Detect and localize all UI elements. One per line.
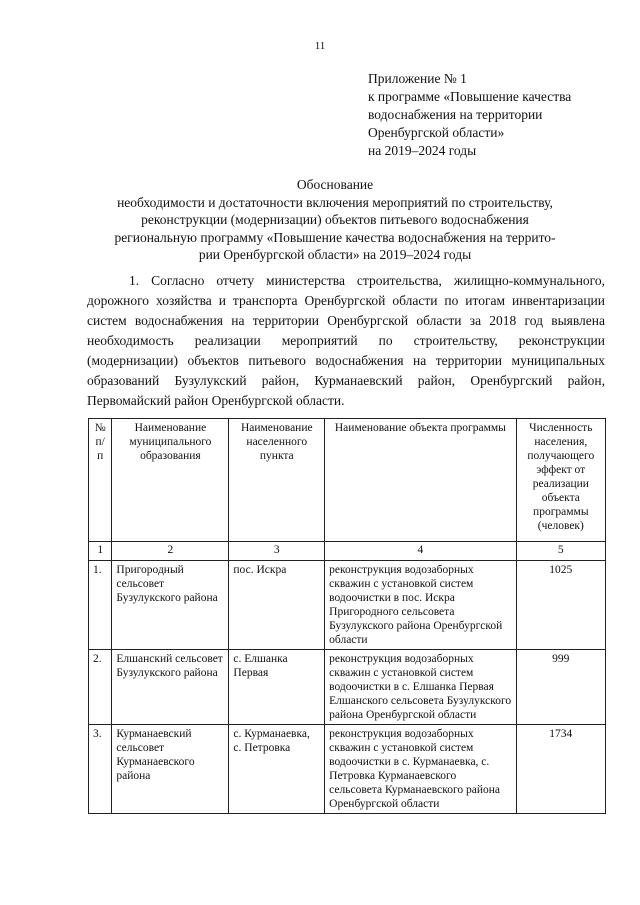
heading-line: региональную программу «Повышение качества водоснабжения на террито-: [114, 229, 556, 245]
row-object: реконструкция водозаборных скважин с установкой систем водоочистки в пос. Искра Пригородного сельсовета Бузулукского района Оренбургской области: [325, 561, 516, 650]
column-number: 1: [89, 542, 112, 561]
row-municipality: Курманаевский сельсовет Курманаевского района: [112, 725, 229, 814]
column-number: 3: [229, 542, 325, 561]
row-municipality: Елшанский сельсовет Бузулукского района: [112, 650, 229, 725]
appendix-block: [368, 70, 571, 160]
column-number-row: [89, 542, 606, 561]
header-population: Численность населения, получающего эффект от реализации объекта программы (человек): [516, 419, 605, 542]
heading-line: необходимости и достаточности включения мероприятий по строительству,: [117, 194, 553, 210]
row-num: 3.: [89, 725, 112, 814]
table-row: [89, 650, 606, 725]
heading-title: Обоснование: [296, 177, 374, 192]
programs-table: [88, 418, 606, 814]
appendix-line: Приложение № 1: [368, 71, 467, 86]
row-num: 2.: [89, 650, 112, 725]
row-num: 1.: [89, 561, 112, 650]
row-population: 1025: [516, 561, 605, 650]
header-num: № п/п: [89, 419, 112, 542]
heading-line: рии Оренбургской области» на 2019–2024 годы: [198, 247, 472, 262]
table-header-row: [89, 419, 606, 542]
header-settlement: Наименование населенного пункта: [229, 419, 325, 542]
row-municipality: Пригородный сельсовет Бузулукского района: [112, 561, 229, 650]
row-settlement: пос. Искра: [229, 561, 325, 650]
row-population: 999: [516, 650, 605, 725]
row-population: 1734: [516, 725, 605, 814]
row-settlement: с. Курманаевка, с. Петровка: [229, 725, 325, 814]
page-number: 11: [314, 40, 326, 52]
column-number: 5: [516, 542, 605, 561]
row-settlement: с. Елшанка Первая: [229, 650, 325, 725]
body-text: [87, 271, 605, 411]
appendix-line: Оренбургской области»: [368, 125, 505, 140]
appendix-line: на 2019–2024 годы: [368, 143, 477, 158]
appendix-line: водоснабжения на территории: [368, 107, 543, 122]
table-row: [89, 725, 606, 814]
header-municipality: Наименование муниципального образования: [112, 419, 229, 542]
appendix-line: к программе «Повышение качества: [368, 89, 572, 104]
header-object: Наименование объекта программы: [325, 419, 516, 542]
body-paragraph: 1. Согласно отчету министерства строительства, жилищно-коммунального, дорожного хозяйства и транспорта Оренбургской области по итогам инвентаризации систем водоснабжения на территории Оренбургской области за 2018 год выявлена необходимость реализации мероприятий по строительству, реконструкции (модернизации) объектов питьевого водоснабжения на территории муниципальных образований Бузулукский район, Курманаевский район, Оренбургский район, Первомайский район Оренбургской области.: [87, 273, 605, 408]
row-object: реконструкция водозаборных скважин с установкой систем водоочистки в с. Елшанка Первая Елшанского сельсовета Бузулукского района Оренбургской области: [325, 650, 516, 725]
heading-line: реконструкции (модернизации) объектов питьевого водоснабжения: [141, 212, 529, 227]
row-object: реконструкция водозаборных скважин с установкой систем водоочистки в с. Курманаевка, с. Петровка Курманаевского сельсовета Курманаевского района Оренбургской области: [325, 725, 516, 814]
document-heading: [60, 176, 610, 264]
table-row: [89, 561, 606, 650]
column-number: 2: [112, 542, 229, 561]
column-number: 4: [325, 542, 516, 561]
